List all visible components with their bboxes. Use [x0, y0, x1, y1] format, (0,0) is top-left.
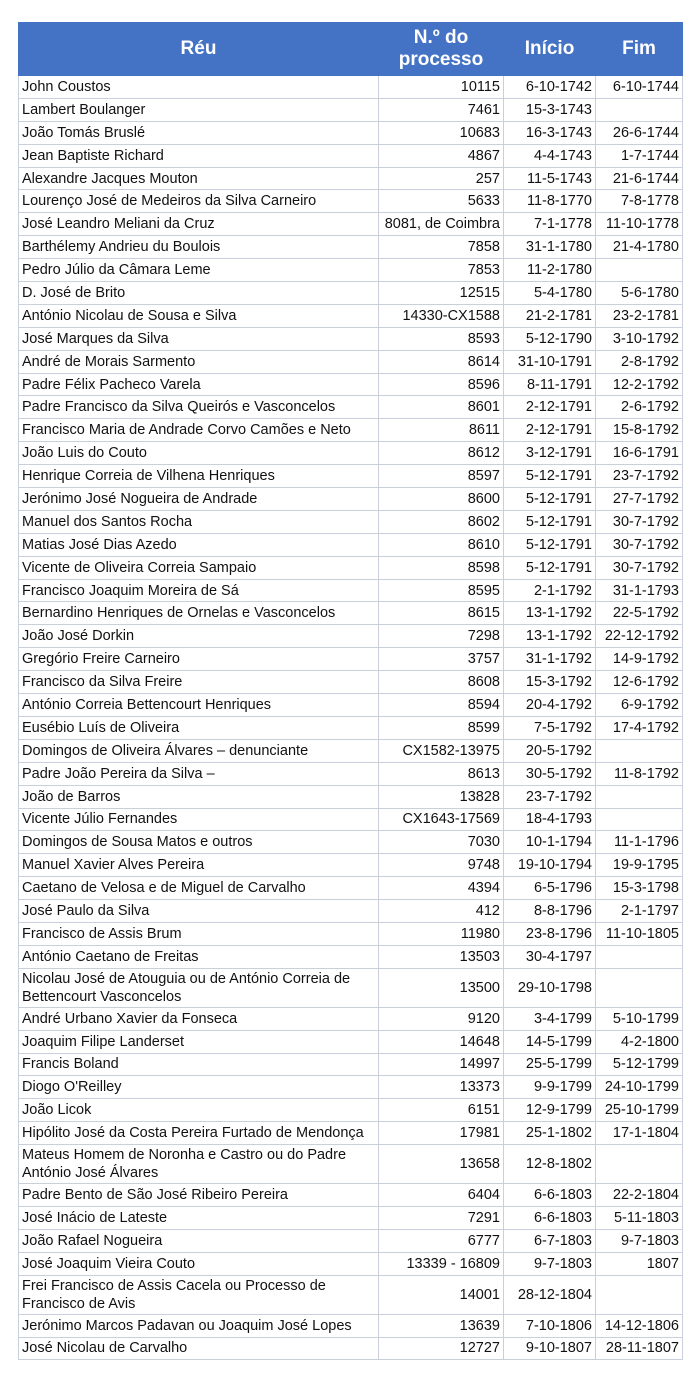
cell-inicio: 18-4-1793: [504, 808, 596, 831]
cell-processo: 8612: [379, 442, 504, 465]
table-row: [19, 945, 683, 968]
cell-reu: Bernardino Henriques de Ornelas e Vasconcelos: [19, 602, 379, 625]
cell-inicio: 31-1-1780: [504, 236, 596, 259]
table-row: [19, 98, 683, 121]
cell-reu: João Rafael Nogueira: [19, 1229, 379, 1252]
cell-fim: [596, 785, 683, 808]
table-header: [19, 23, 683, 76]
table-row: [19, 167, 683, 190]
cell-fim: 11-10-1778: [596, 213, 683, 236]
cell-reu: José Leandro Meliani da Cruz: [19, 213, 379, 236]
header-reu: Réu: [19, 23, 379, 76]
cell-reu: Frei Francisco de Assis Cacela ou Processo de Francisco de Avis: [19, 1275, 379, 1314]
cell-inicio: 20-5-1792: [504, 739, 596, 762]
cell-reu: Domingos de Sousa Matos e outros: [19, 831, 379, 854]
cell-reu: Domingos de Oliveira Álvares – denunciante: [19, 739, 379, 762]
cell-inicio: 9-7-1803: [504, 1252, 596, 1275]
cell-reu: Jean Baptiste Richard: [19, 144, 379, 167]
cell-reu: Francis Boland: [19, 1053, 379, 1076]
cell-inicio: 29-10-1798: [504, 968, 596, 1007]
table-row: [19, 236, 683, 259]
table-row: [19, 968, 683, 1007]
cell-processo: 7291: [379, 1206, 504, 1229]
cell-fim: 16-6-1791: [596, 442, 683, 465]
table-row: [19, 602, 683, 625]
cell-inicio: 16-3-1743: [504, 121, 596, 144]
table-row: [19, 76, 683, 99]
cell-inicio: 15-3-1743: [504, 98, 596, 121]
cell-inicio: 3-4-1799: [504, 1007, 596, 1030]
table-row: [19, 1184, 683, 1207]
cell-reu: Padre Francisco da Silva Queirós e Vasconcelos: [19, 396, 379, 419]
table-row: [19, 1076, 683, 1099]
cell-fim: 21-4-1780: [596, 236, 683, 259]
table-row: [19, 510, 683, 533]
cell-fim: 19-9-1795: [596, 854, 683, 877]
cell-reu: Joaquim Filipe Landerset: [19, 1030, 379, 1053]
cell-fim: [596, 98, 683, 121]
cell-fim: 5-12-1799: [596, 1053, 683, 1076]
cell-inicio: 13-1-1792: [504, 602, 596, 625]
cell-reu: José Paulo da Silva: [19, 900, 379, 923]
cell-reu: Barthélemy Andrieu du Boulois: [19, 236, 379, 259]
cell-fim: 2-6-1792: [596, 396, 683, 419]
cell-reu: Alexandre Jacques Mouton: [19, 167, 379, 190]
cell-reu: Diogo O'Reilley: [19, 1076, 379, 1099]
table-row: [19, 1099, 683, 1122]
cell-inicio: 6-7-1803: [504, 1229, 596, 1252]
cell-inicio: 2-1-1792: [504, 579, 596, 602]
cell-processo: 8081, de Coimbra: [379, 213, 504, 236]
cell-inicio: 6-5-1796: [504, 877, 596, 900]
cell-inicio: 7-10-1806: [504, 1314, 596, 1337]
cell-inicio: 19-10-1794: [504, 854, 596, 877]
cell-inicio: 25-1-1802: [504, 1122, 596, 1145]
cell-processo: 7298: [379, 625, 504, 648]
cell-fim: 21-6-1744: [596, 167, 683, 190]
cell-processo: 6777: [379, 1229, 504, 1252]
cell-processo: 8611: [379, 419, 504, 442]
cell-fim: [596, 968, 683, 1007]
cell-fim: 14-12-1806: [596, 1314, 683, 1337]
cell-processo: 13339 - 16809: [379, 1252, 504, 1275]
cell-fim: 30-7-1792: [596, 556, 683, 579]
cell-inicio: 21-2-1781: [504, 304, 596, 327]
table-row: [19, 900, 683, 923]
cell-inicio: 8-11-1791: [504, 373, 596, 396]
cell-fim: 22-5-1792: [596, 602, 683, 625]
cell-processo: 8602: [379, 510, 504, 533]
cell-processo: 13658: [379, 1145, 504, 1184]
table-row: [19, 854, 683, 877]
table-body: [19, 76, 683, 1360]
cell-reu: José Joaquim Vieira Couto: [19, 1252, 379, 1275]
cell-processo: 14001: [379, 1275, 504, 1314]
cell-fim: 5-11-1803: [596, 1206, 683, 1229]
table-row: [19, 1252, 683, 1275]
cell-reu: André de Morais Sarmento: [19, 350, 379, 373]
cell-inicio: 23-8-1796: [504, 922, 596, 945]
cell-reu: João Tomás Bruslé: [19, 121, 379, 144]
cell-processo: 17981: [379, 1122, 504, 1145]
cell-fim: 25-10-1799: [596, 1099, 683, 1122]
cell-processo: 5633: [379, 190, 504, 213]
cell-processo: 8595: [379, 579, 504, 602]
cell-inicio: 14-5-1799: [504, 1030, 596, 1053]
cell-reu: John Coustos: [19, 76, 379, 99]
table-row: [19, 488, 683, 511]
table-row: [19, 121, 683, 144]
cell-inicio: 31-10-1791: [504, 350, 596, 373]
cell-fim: [596, 739, 683, 762]
header-processo: N.º do processo: [379, 23, 504, 76]
cell-reu: D. José de Brito: [19, 282, 379, 305]
cell-inicio: 5-12-1791: [504, 556, 596, 579]
table-row: [19, 739, 683, 762]
cell-fim: 7-8-1778: [596, 190, 683, 213]
cell-inicio: 7-5-1792: [504, 716, 596, 739]
cell-reu: Francisco Maria de Andrade Corvo Camões e Neto: [19, 419, 379, 442]
table-row: [19, 373, 683, 396]
table-row: [19, 327, 683, 350]
cell-fim: 28-11-1807: [596, 1337, 683, 1360]
cell-inicio: 11-8-1770: [504, 190, 596, 213]
cell-inicio: 2-12-1791: [504, 396, 596, 419]
cell-processo: CX1582-13975: [379, 739, 504, 762]
cell-reu: Padre Bento de São José Ribeiro Pereira: [19, 1184, 379, 1207]
cell-fim: 11-8-1792: [596, 762, 683, 785]
cell-processo: 4867: [379, 144, 504, 167]
cell-fim: 30-7-1792: [596, 533, 683, 556]
cell-processo: 8593: [379, 327, 504, 350]
cell-fim: 2-8-1792: [596, 350, 683, 373]
cell-fim: 6-10-1744: [596, 76, 683, 99]
cell-reu: Caetano de Velosa e de Miguel de Carvalho: [19, 877, 379, 900]
table-row: [19, 259, 683, 282]
cell-inicio: 6-10-1742: [504, 76, 596, 99]
cell-processo: 11980: [379, 922, 504, 945]
cell-reu: Lambert Boulanger: [19, 98, 379, 121]
cell-reu: Vicente de Oliveira Correia Sampaio: [19, 556, 379, 579]
cell-inicio: 30-5-1792: [504, 762, 596, 785]
trials-table-container: [18, 22, 682, 1360]
table-row: [19, 533, 683, 556]
cell-reu: Lourenço José de Medeiros da Silva Carneiro: [19, 190, 379, 213]
table-row: [19, 1122, 683, 1145]
table-row: [19, 762, 683, 785]
cell-reu: João Licok: [19, 1099, 379, 1122]
cell-inicio: 8-8-1796: [504, 900, 596, 923]
table-row: [19, 1314, 683, 1337]
cell-inicio: 7-1-1778: [504, 213, 596, 236]
cell-fim: 12-2-1792: [596, 373, 683, 396]
cell-processo: 13500: [379, 968, 504, 1007]
header-row: [19, 23, 683, 76]
cell-processo: 7858: [379, 236, 504, 259]
table-row: [19, 716, 683, 739]
cell-fim: 22-12-1792: [596, 625, 683, 648]
cell-processo: 7853: [379, 259, 504, 282]
cell-processo: 8599: [379, 716, 504, 739]
table-row: [19, 1206, 683, 1229]
table-row: [19, 831, 683, 854]
table-row: [19, 922, 683, 945]
table-row: [19, 1007, 683, 1030]
cell-reu: Padre João Pereira da Silva –: [19, 762, 379, 785]
cell-reu: José Marques da Silva: [19, 327, 379, 350]
cell-inicio: 6-6-1803: [504, 1206, 596, 1229]
cell-processo: 9120: [379, 1007, 504, 1030]
cell-processo: 13373: [379, 1076, 504, 1099]
cell-reu: Jerónimo Marcos Padavan ou Joaquim José Lopes: [19, 1314, 379, 1337]
cell-reu: Francisco de Assis Brum: [19, 922, 379, 945]
cell-processo: 8597: [379, 465, 504, 488]
cell-processo: 12727: [379, 1337, 504, 1360]
cell-processo: 3757: [379, 648, 504, 671]
cell-fim: 6-9-1792: [596, 694, 683, 717]
cell-inicio: 5-4-1780: [504, 282, 596, 305]
table-row: [19, 396, 683, 419]
cell-inicio: 5-12-1791: [504, 488, 596, 511]
cell-fim: 24-10-1799: [596, 1076, 683, 1099]
table-row: [19, 190, 683, 213]
cell-inicio: 20-4-1792: [504, 694, 596, 717]
cell-inicio: 30-4-1797: [504, 945, 596, 968]
cell-processo: 8594: [379, 694, 504, 717]
cell-reu: Henrique Correia de Vilhena Henriques: [19, 465, 379, 488]
table-row: [19, 1337, 683, 1360]
table-row: [19, 144, 683, 167]
table-row: [19, 1030, 683, 1053]
cell-reu: Francisco Joaquim Moreira de Sá: [19, 579, 379, 602]
cell-inicio: 3-12-1791: [504, 442, 596, 465]
cell-reu: João Luis do Couto: [19, 442, 379, 465]
cell-inicio: 9-10-1807: [504, 1337, 596, 1360]
cell-inicio: 13-1-1792: [504, 625, 596, 648]
cell-fim: [596, 1145, 683, 1184]
table-row: [19, 808, 683, 831]
cell-processo: 7030: [379, 831, 504, 854]
cell-fim: 30-7-1792: [596, 510, 683, 533]
cell-inicio: 15-3-1792: [504, 671, 596, 694]
table-row: [19, 694, 683, 717]
cell-reu: Eusébio Luís de Oliveira: [19, 716, 379, 739]
cell-fim: 22-2-1804: [596, 1184, 683, 1207]
cell-reu: André Urbano Xavier da Fonseca: [19, 1007, 379, 1030]
cell-reu: Pedro Júlio da Câmara Leme: [19, 259, 379, 282]
cell-processo: 8596: [379, 373, 504, 396]
cell-fim: 14-9-1792: [596, 648, 683, 671]
cell-inicio: 23-7-1792: [504, 785, 596, 808]
cell-inicio: 10-1-1794: [504, 831, 596, 854]
cell-inicio: 25-5-1799: [504, 1053, 596, 1076]
cell-fim: 26-6-1744: [596, 121, 683, 144]
cell-fim: 9-7-1803: [596, 1229, 683, 1252]
cell-processo: 9748: [379, 854, 504, 877]
cell-processo: 4394: [379, 877, 504, 900]
table-row: [19, 282, 683, 305]
cell-reu: Mateus Homem de Noronha e Castro ou do Padre António José Álvares: [19, 1145, 379, 1184]
cell-reu: José Nicolau de Carvalho: [19, 1337, 379, 1360]
cell-processo: 6404: [379, 1184, 504, 1207]
cell-reu: João José Dorkin: [19, 625, 379, 648]
cell-fim: 27-7-1792: [596, 488, 683, 511]
cell-fim: 31-1-1793: [596, 579, 683, 602]
cell-processo: 14648: [379, 1030, 504, 1053]
cell-reu: Vicente Júlio Fernandes: [19, 808, 379, 831]
table-row: [19, 1145, 683, 1184]
cell-reu: Manuel Xavier Alves Pereira: [19, 854, 379, 877]
table-row: [19, 785, 683, 808]
cell-reu: António Correia Bettencourt Henriques: [19, 694, 379, 717]
table-row: [19, 419, 683, 442]
cell-processo: 8614: [379, 350, 504, 373]
cell-inicio: 11-2-1780: [504, 259, 596, 282]
cell-inicio: 6-6-1803: [504, 1184, 596, 1207]
cell-fim: 15-8-1792: [596, 419, 683, 442]
table-row: [19, 579, 683, 602]
cell-fim: 4-2-1800: [596, 1030, 683, 1053]
table-row: [19, 350, 683, 373]
table-row: [19, 556, 683, 579]
header-fim: Fim: [596, 23, 683, 76]
cell-processo: 8613: [379, 762, 504, 785]
cell-fim: 5-6-1780: [596, 282, 683, 305]
cell-processo: 8608: [379, 671, 504, 694]
cell-reu: António Caetano de Freitas: [19, 945, 379, 968]
table-row: [19, 442, 683, 465]
cell-processo: 13828: [379, 785, 504, 808]
cell-inicio: 9-9-1799: [504, 1076, 596, 1099]
cell-fim: [596, 808, 683, 831]
cell-reu: Padre Félix Pacheco Varela: [19, 373, 379, 396]
cell-reu: Hipólito José da Costa Pereira Furtado de Mendonça: [19, 1122, 379, 1145]
table-row: [19, 304, 683, 327]
cell-processo: 8615: [379, 602, 504, 625]
cell-processo: 8598: [379, 556, 504, 579]
header-inicio: Início: [504, 23, 596, 76]
cell-fim: 5-10-1799: [596, 1007, 683, 1030]
cell-reu: Francisco da Silva Freire: [19, 671, 379, 694]
cell-inicio: 12-9-1799: [504, 1099, 596, 1122]
table-row: [19, 625, 683, 648]
cell-reu: Gregório Freire Carneiro: [19, 648, 379, 671]
cell-reu: Nicolau José de Atouguia ou de António Correia de Bettencourt Vasconcelos: [19, 968, 379, 1007]
cell-fim: 17-4-1792: [596, 716, 683, 739]
cell-fim: [596, 259, 683, 282]
cell-inicio: 5-12-1790: [504, 327, 596, 350]
cell-processo: 6151: [379, 1099, 504, 1122]
table-row: [19, 213, 683, 236]
cell-processo: 12515: [379, 282, 504, 305]
table-row: [19, 1229, 683, 1252]
cell-processo: CX1643-17569: [379, 808, 504, 831]
cell-processo: 412: [379, 900, 504, 923]
trials-table: [18, 22, 683, 1360]
cell-fim: 2-1-1797: [596, 900, 683, 923]
cell-inicio: 5-12-1791: [504, 533, 596, 556]
cell-fim: 23-2-1781: [596, 304, 683, 327]
cell-inicio: 5-12-1791: [504, 510, 596, 533]
cell-fim: 23-7-1792: [596, 465, 683, 488]
cell-inicio: 2-12-1791: [504, 419, 596, 442]
cell-fim: 1-7-1744: [596, 144, 683, 167]
table-row: [19, 671, 683, 694]
table-row: [19, 1053, 683, 1076]
cell-processo: 13639: [379, 1314, 504, 1337]
cell-processo: 257: [379, 167, 504, 190]
cell-reu: Matias José Dias Azedo: [19, 533, 379, 556]
cell-processo: 14330-CX1588: [379, 304, 504, 327]
cell-fim: 11-1-1796: [596, 831, 683, 854]
cell-fim: 12-6-1792: [596, 671, 683, 694]
cell-inicio: 5-12-1791: [504, 465, 596, 488]
table-row: [19, 465, 683, 488]
cell-reu: José Inácio de Lateste: [19, 1206, 379, 1229]
cell-reu: João de Barros: [19, 785, 379, 808]
cell-fim: [596, 1275, 683, 1314]
cell-fim: 11-10-1805: [596, 922, 683, 945]
cell-processo: 7461: [379, 98, 504, 121]
cell-processo: 14997: [379, 1053, 504, 1076]
cell-processo: 13503: [379, 945, 504, 968]
cell-reu: Manuel dos Santos Rocha: [19, 510, 379, 533]
cell-inicio: 28-12-1804: [504, 1275, 596, 1314]
cell-inicio: 11-5-1743: [504, 167, 596, 190]
table-row: [19, 877, 683, 900]
table-row: [19, 648, 683, 671]
cell-processo: 8601: [379, 396, 504, 419]
cell-inicio: 12-8-1802: [504, 1145, 596, 1184]
cell-inicio: 31-1-1792: [504, 648, 596, 671]
cell-fim: 17-1-1804: [596, 1122, 683, 1145]
cell-fim: 3-10-1792: [596, 327, 683, 350]
cell-processo: 8600: [379, 488, 504, 511]
cell-inicio: 4-4-1743: [504, 144, 596, 167]
cell-fim: [596, 945, 683, 968]
cell-reu: António Nicolau de Sousa e Silva: [19, 304, 379, 327]
cell-processo: 10683: [379, 121, 504, 144]
table-row: [19, 1275, 683, 1314]
cell-reu: Jerónimo José Nogueira de Andrade: [19, 488, 379, 511]
cell-fim: 1807: [596, 1252, 683, 1275]
cell-processo: 8610: [379, 533, 504, 556]
cell-fim: 15-3-1798: [596, 877, 683, 900]
cell-processo: 10115: [379, 76, 504, 99]
